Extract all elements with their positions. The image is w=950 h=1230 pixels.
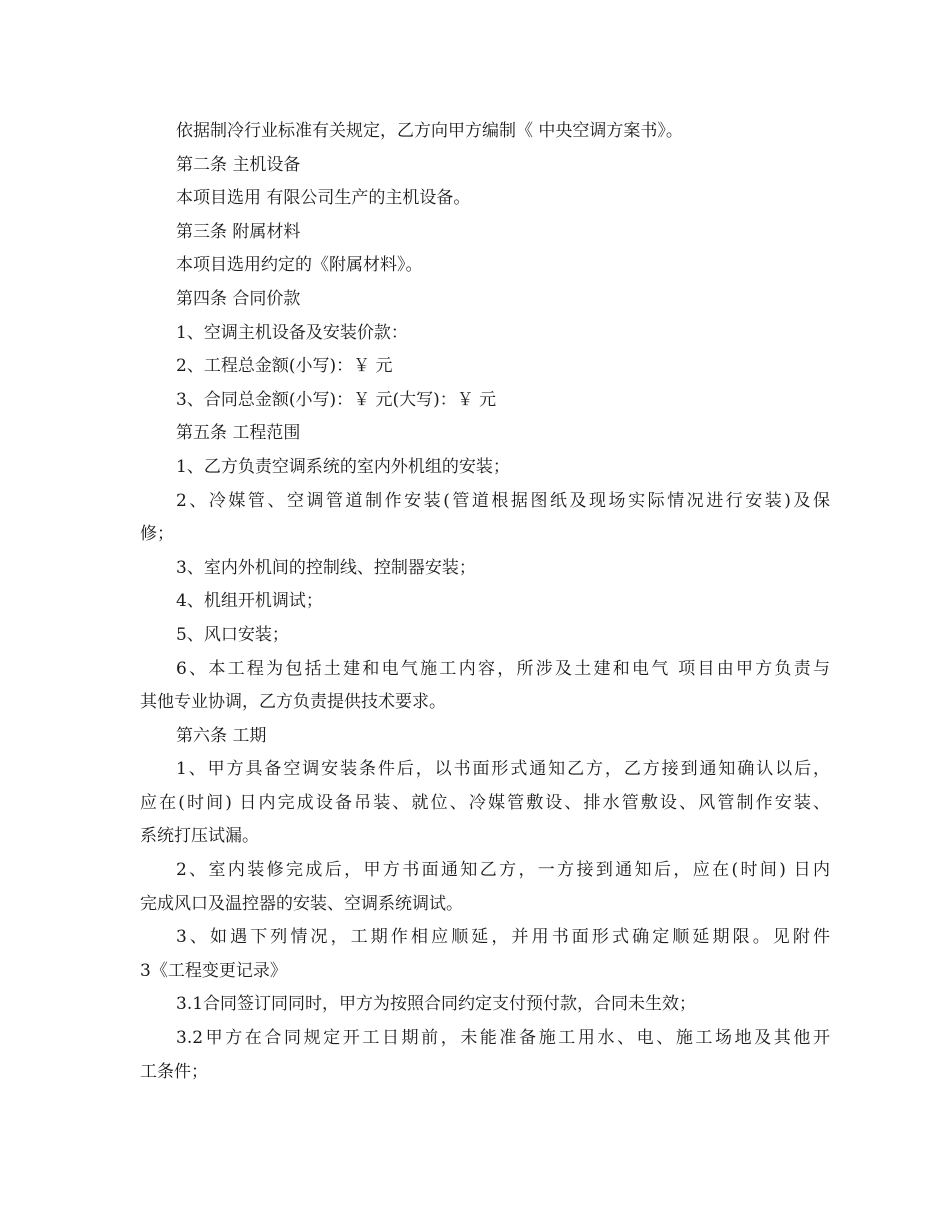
text-line: 6、本工程为包括土建和电气施工内容，所涉及土建和电气 项目由甲方负责与 — [176, 658, 830, 679]
text-line: 2、室内装修完成后，甲方书面通知乙方，一方接到通知后，应在(时间) 日内 — [176, 860, 830, 881]
text-line: 修； — [140, 524, 174, 545]
text-line: 本项目选用 有限公司生产的主机设备。 — [176, 188, 471, 209]
text-line: 第五条 工程范围 — [176, 423, 301, 444]
text-line: 工条件； — [140, 1061, 208, 1082]
text-line: 系统打压试漏。 — [140, 826, 259, 847]
text-line: 其他专业协调，乙方负责提供技术要求。 — [140, 692, 446, 713]
text-line: 第三条 附属材料 — [176, 221, 301, 242]
text-line: 第二条 主机设备 — [176, 154, 301, 175]
text-line: 本项目选用约定的《附属材料》。 — [176, 255, 423, 276]
text-line: 1、空调主机设备及安装价款： — [176, 322, 408, 343]
text-line: 3《工程变更记录》 — [140, 960, 287, 981]
text-line: 3、室内外机间的控制线、控制器安装； — [176, 557, 476, 578]
text-line: 5、风口安装； — [176, 624, 289, 645]
text-line: 应在(时间) 日内完成设备吊装、就位、冷媒管敷设、排水管敷设、风管制作安装、 — [140, 792, 830, 813]
text-line: 第四条 合同价款 — [176, 288, 301, 309]
text-line: 3、如遇下列情况，工期作相应顺延，并用书面形式确定顺延期限。见附件 — [176, 927, 830, 948]
text-line: 第六条 工期 — [176, 725, 267, 746]
text-line: 2、工程总金额(小写)：￥ 元 — [176, 356, 393, 377]
text-line: 2、冷媒管、空调管道制作安装(管道根据图纸及现场实际情况进行安装)及保 — [176, 490, 830, 511]
text-line: 1、乙方负责空调系统的室内外机组的安装； — [176, 456, 510, 477]
document-body — [140, 115, 830, 1089]
text-line: 完成风口及温控器的安装、空调系统调试。 — [140, 893, 463, 914]
text-line: 1、甲方具备空调安装条件后，以书面形式通知乙方，乙方接到通知确认以后， — [176, 759, 830, 780]
text-line: 3、合同总金额(小写)：￥ 元(大写)：￥ 元 — [176, 389, 497, 410]
text-line: 3.1合同签订同同时，甲方为按照合同约定支付预付款，合同未生效； — [176, 994, 697, 1015]
text-line: 3.2甲方在合同规定开工日期前，未能准备施工用水、电、施工场地及其他开 — [176, 1028, 830, 1049]
text-line: 4、机组开机调试； — [176, 591, 323, 612]
text-line: 依据制冷行业标准有关规定，乙方向甲方编制《 中央空调方案书》。 — [176, 121, 683, 141]
